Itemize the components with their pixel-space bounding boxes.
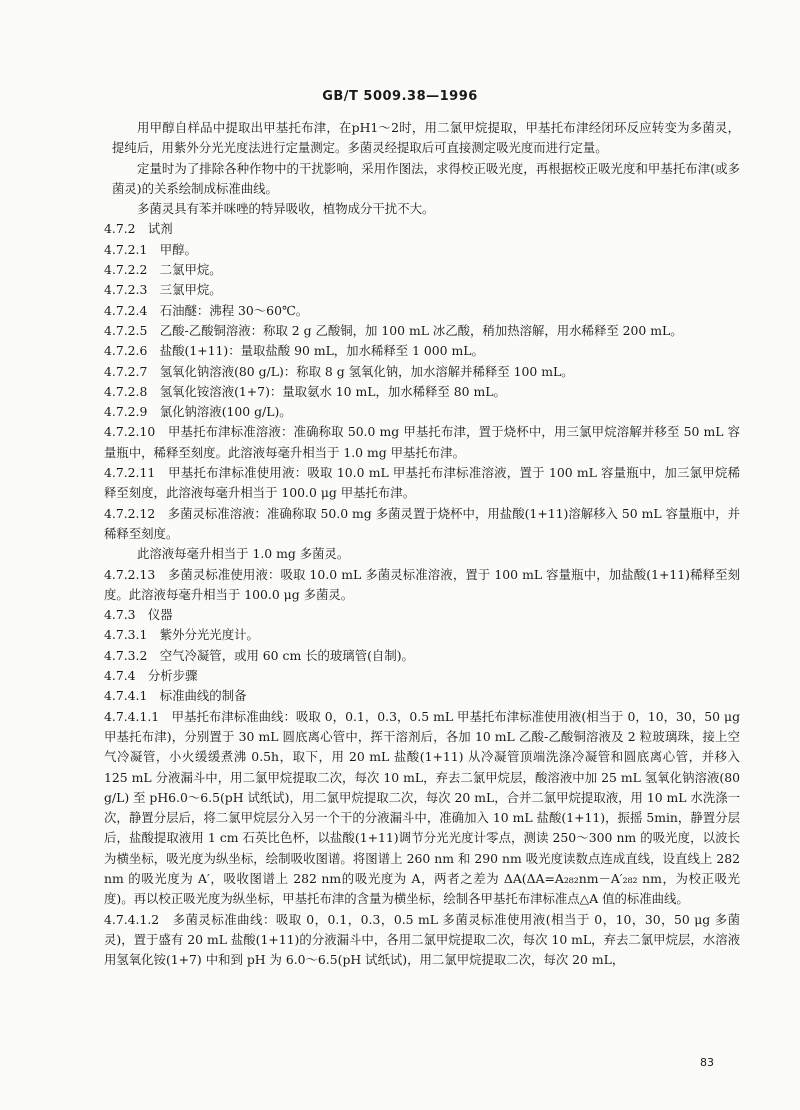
reagent-12: 4.7.2.12 多菌灵标准溶液：准确称取 50.0 mg 多菌灵置于烧杯中，用盐酸(1+11)溶解移入 50 mL 容量瓶中，并稀释至刻度。 (104, 505, 740, 541)
intro-paragraph-2: 定量时为了排除各种作物中的干扰影响，采用作图法，求得校正吸光度，再根据校正吸光度和甲基托布津(或多菌灵)的关系绘制成标准曲线。 (112, 160, 740, 196)
reagent-5: 4.7.2.5 乙酸-乙酸铜溶液：称取 2 g 乙酸铜，加 100 mL 冰乙酸，稍加热溶解，用水稀释至 200 mL。 (104, 322, 683, 338)
reagent-2: 4.7.2.2 二氯甲烷。 (104, 262, 222, 278)
reagent-8: 4.7.2.8 氢氧化铵溶液(1+7)：量取氨水 10 mL，加水稀释至 80 mL。 (104, 383, 506, 399)
standard-header: GB/T 5009.38—1996 (322, 89, 478, 104)
intro-paragraph-1: 用甲醇自样品中提取出甲基托布津，在pH1～2时，用二氯甲烷提取，甲基托布津经闭环反应转变为多菌灵，提纯后，用紫外分光光度法进行定量测定。多菌灵经提取后可直接测定吸光度而进行定量。 (112, 120, 740, 156)
reagent-1: 4.7.2.1 甲醇。 (104, 241, 197, 257)
reagent-9: 4.7.2.9 氯化钠溶液(100 g/L)。 (104, 404, 292, 420)
page-number: 83 (700, 1056, 714, 1069)
section-4-7-4: 4.7.4 分析步骤 (104, 668, 198, 684)
body-text (104, 118, 740, 970)
instrument-2: 4.7.3.2 空气冷凝管，或用 60 cm 长的玻璃管(自制)。 (104, 647, 414, 663)
reagent-13: 4.7.2.13 多菌灵标准使用液：吸取 10.0 mL 多菌灵标准溶液，置于 100 mL 容量瓶中，加盐酸(1+11)稀释至刻度。此溶液每毫升相当于 100.0 μg 多菌灵。 (104, 566, 740, 602)
section-4-7-4-1: 4.7.4.1 标准曲线的制备 (104, 688, 247, 704)
reagent-6: 4.7.2.6 盐酸(1+11)：量取盐酸 90 mL，加水稀释至 1 000 mL。 (104, 343, 484, 359)
section-4-7-3: 4.7.3 仪器 (104, 607, 173, 623)
section-4-7-2: 4.7.2 试剂 (104, 221, 173, 237)
reagent-3: 4.7.2.3 三氯甲烷。 (104, 282, 222, 298)
instrument-1: 4.7.3.1 紫外分光光度计。 (104, 627, 259, 643)
reagent-10: 4.7.2.10 甲基托布津标准溶液：准确称取 50.0 mg 甲基托布津，置于烧杯中，用三氯甲烷溶解并移至 50 mL 容量瓶中，稀释至刻度。此溶液每毫升相当于 1.0 mg 甲基托布津。 (104, 424, 740, 460)
procedure-thiophanate-curve: 4.7.4.1.1 甲基托布津标准曲线：吸取 0，0.1，0.3，0.5 mL 甲基托布津标准使用液(相当于 0，10，30，50 μg 甲基托布津)，分别置于 30 mL 圆底离心管中，挥干溶剂后，各加 10 mL 乙酸-乙酸铜溶液及 2 粒玻璃珠，接上空气冷凝管，小火缓缓煮沸 0.5h，取下，用 20 mL 盐酸(1+11) 从冷凝管顶端洗涤冷凝管和圆底离心管，并移入 125 mL 分液漏斗中，用二氯甲烷提取二次，每次 10 mL，弃去二氯甲烷层，酸溶液中加 25 mL 氢氧化钠溶液(80 g/L) 至 pH6.0～6.5(pH 试纸试)，用二氯甲烷提取二次，每次 20 mL，合并二氯甲烷提取液，用 10 mL 水洗涤一次，静置分层后，将二氯甲烷层分入另一个干的分液漏斗中，准确加入 10 mL 盐酸(1+11)，振摇 5min，静置分层后，盐酸提取液用 1 cm 石英比色杯，以盐酸(1+11)调节分光光度计零点，测读 250～300 nm 的吸光度，以波长为横坐标，吸光度为纵坐标，绘制吸收图谱。将图谱上 260 nm 和 290 nm 吸光度读数点连成直线，设直线上 282 nm 的吸光度为 A′，吸收图谱上 282 nm的吸光度为 A，两者之差为 ΔA(ΔA=A₂₈₂nm－A′₂₈₂ nm，为校正吸光度)。再以校正吸光度为纵坐标，甲基托布津的含量为横坐标，绘制各甲基托布津标准点△A 值的标准曲线。 (104, 708, 740, 907)
procedure-carbendazim-curve: 4.7.4.1.2 多菌灵标准曲线：吸取 0，0.1，0.3，0.5 mL 多菌灵标准使用液(相当于 0，10，30，50 μg 多菌灵)，置于盛有 20 mL 盐酸(1+11)的分液漏斗中，各用二氯甲烷提取二次，每次 10 mL，弃去二氯甲烷层，水溶液用氢氧化铵(1+7) 中和到 pH 为 6.0～6.5(pH 试纸试)，用二氯甲烷提取二次，每次 20 mL， (104, 911, 740, 968)
intro-paragraph-3: 多菌灵具有苯并咪唑的特异吸收，植物成分干扰不大。 (137, 201, 435, 217)
reagent-7: 4.7.2.7 氢氧化钠溶液(80 g/L)：称取 8 g 氢氧化钠，加水溶解并稀释至 100 mL。 (104, 363, 574, 379)
reagent-12-note: 此溶液每毫升相当于 1.0 mg 多菌灵。 (137, 546, 350, 562)
reagent-4: 4.7.2.4 石油醚：沸程 30～60℃。 (104, 302, 309, 318)
reagent-11: 4.7.2.11 甲基托布津标准使用液：吸取 10.0 mL 甲基托布津标准溶液，置于 100 mL 容量瓶中，加三氯甲烷稀释至刻度，此溶液每毫升相当于 100.0 μg 甲基托布津。 (104, 465, 740, 501)
